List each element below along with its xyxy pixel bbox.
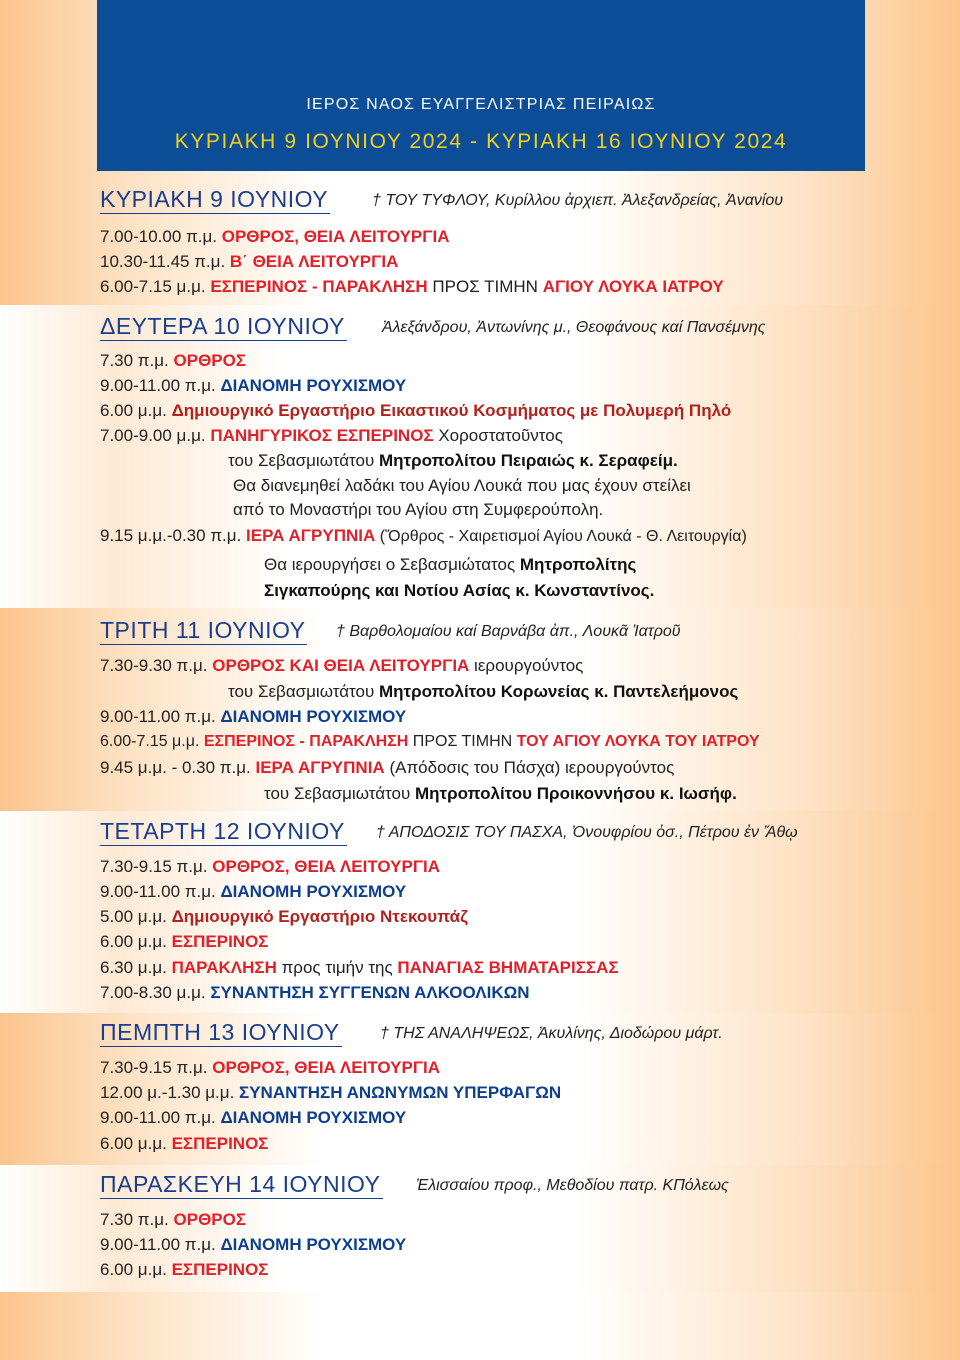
schedule-row: 6.00 μ.μ. Δημιουργικό Εργαστήριο Εικαστικού Κοσμήματος με Πολυμερή Πηλό <box>100 401 732 420</box>
day-saints: † Βαρθολομαίου καί Βαρνάβα ἀπ., Λουκᾶ Ἰατροῦ <box>336 623 681 640</box>
schedule-row: 7.00-10.00 π.μ. ΟΡΘΡΟΣ, ΘΕΙΑ ΛΕΙΤΟΥΡΓΙΑ <box>100 227 450 246</box>
day-saints: Ἐλισσαίου προφ., Μεθοδίου πατρ. ΚΠόλεως <box>416 1177 729 1194</box>
schedule-row: 6.30 μ.μ. ΠΑΡΑΚΛΗΣΗ προς τιμήν της ΠΑΝΑΓΙΑΣ ΒΗΜΑΤΑΡΙΣΣΑΣ <box>100 958 619 977</box>
schedule-row: 7.30-9.15 π.μ. ΟΡΘΡΟΣ, ΘΕΙΑ ΛΕΙΤΟΥΡΓΙΑ <box>100 857 441 876</box>
day-title: ΠΑΡΑΣΚΕΥΗ 14 ΙΟΥΝΙΟΥ <box>100 1171 381 1197</box>
schedule-row: 9.15 μ.μ.-0.30 π.μ. ΙΕΡΑ ΑΓΡΥΠΝΙΑ (Ὄρθρος - Χαιρετισμοί Αγίου Λουκά - Θ. Λειτουργία) <box>100 526 747 545</box>
schedule-row: του Σεβασμιωτάτου Μητροπολίτου Προικοννήσου κ. Ιωσήφ. <box>264 784 737 803</box>
schedule-row: 6.00-7.15 μ.μ. ΕΣΠΕΡΙΝΟΣ - ΠΑΡΑΚΛΗΣΗ ΠΡΟΣ ΤΙΜΗΝ ΑΓΙΟΥ ΛΟΥΚΑ ΙΑΤΡΟΥ <box>100 277 724 296</box>
schedule-row: Σιγκαπούρης και Νοτίου Ασίας κ. Κωνσταντίνος. <box>264 581 655 600</box>
schedule-row: 7.30-9.15 π.μ. ΟΡΘΡΟΣ, ΘΕΙΑ ΛΕΙΤΟΥΡΓΙΑ <box>100 1058 441 1077</box>
schedule-row: 9.00-11.00 π.μ. ΔΙΑΝΟΜΗ ΡΟΥΧΙΣΜΟΥ <box>100 1108 407 1127</box>
day-section <box>100 1171 900 1279</box>
day-title: ΚΥΡΙΑΚΗ 9 ΙΟΥΝΙΟΥ <box>100 186 329 212</box>
schedule-row: 9.00-11.00 π.μ. ΔΙΑΝΟΜΗ ΡΟΥΧΙΣΜΟΥ <box>100 1235 407 1254</box>
schedule-row: 7.30-9.30 π.μ. ΟΡΘΡΟΣ ΚΑΙ ΘΕΙΑ ΛΕΙΤΟΥΡΓΙΑ ιερουργούντος <box>100 656 584 675</box>
schedule-row: 6.00 μ.μ. ΕΣΠΕΡΙΝΟΣ <box>100 932 269 951</box>
schedule-period: ΚΥΡΙΑΚΗ 9 ΙΟΥΝΙΟΥ 2024 - ΚΥΡΙΑΚΗ 16 ΙΟΥΝΙΟΥ 2024 <box>174 130 788 153</box>
schedule-row: Θα διανεμηθεί λαδάκι του Αγίου Λουκά που μας έχουν στείλει <box>233 476 691 495</box>
day-saints: † ΤΗΣ ΑΝΑΛΗΨΕΩΣ, Ἀκυλίνης, Διοδώρου μάρτ. <box>380 1025 723 1042</box>
schedule-row: 6.00 μ.μ. ΕΣΠΕΡΙΝΟΣ <box>100 1260 269 1279</box>
schedule-row: 9.00-11.00 π.μ. ΔΙΑΝΟΜΗ ΡΟΥΧΙΣΜΟΥ <box>100 707 407 726</box>
schedule-row: 5.00 μ.μ. Δημιουργικό Εργαστήριο Ντεκουπάζ <box>100 907 468 926</box>
day-saints: † ΤΟΥ ΤΥΦΛΟΥ, Κυρίλλου ἀρχιεπ. Ἀλεξανδρείας, Ἀνανίου <box>372 192 784 209</box>
day-section <box>100 617 900 803</box>
schedule-row: του Σεβασμιωτάτου Μητροπολίτου Πειραιώς κ. Σεραφείμ. <box>228 451 678 470</box>
day-section <box>100 818 900 1002</box>
schedule-row: 7.30 π.μ. ΟΡΘΡΟΣ <box>100 1210 247 1229</box>
schedule-row: Θα ιερουργήσει ο Σεβασμιώτατος Μητροπολίτης <box>264 555 637 574</box>
day-section <box>100 186 900 296</box>
day-title: ΔΕΥΤΕΡΑ 10 ΙΟΥΝΙΟΥ <box>100 313 345 339</box>
schedule-row: 7.00-9.00 μ.μ. ΠΑΝΗΓΥΡΙΚΟΣ ΕΣΠΕΡΙΝΟΣ Χοροστατοῦντος <box>100 426 563 445</box>
schedule-row: από το Μοναστήρι του Αγίου στη Συμφερούπολη. <box>233 500 604 519</box>
day-title: ΠΕΜΠΤΗ 13 ΙΟΥΝΙΟΥ <box>100 1019 340 1045</box>
day-saints: † ΑΠΟΔΟΣΙΣ ΤΟΥ ΠΑΣΧΑ, Ὀνουφρίου ὁσ., Πέτρου ἐν Ἄθῳ <box>376 824 798 841</box>
band-7 <box>0 1292 960 1360</box>
day-title: ΤΡΙΤΗ 11 ΙΟΥΝΙΟΥ <box>100 617 306 643</box>
schedule-row: 7.00-8.30 μ.μ. ΣΥΝΑΝΤΗΣΗ ΣΥΓΓΕΝΩΝ ΑΛΚΟΟΛΙΚΩΝ <box>100 983 530 1002</box>
page-header <box>97 0 865 171</box>
day-section <box>100 1019 900 1153</box>
church-name: ΙΕΡΟΣ ΝΑΟΣ ΕΥΑΓΓΕΛΙΣΤΡΙΑΣ ΠΕΙΡΑΙΩΣ <box>306 96 656 113</box>
schedule-row: 9.00-11.00 π.μ. ΔΙΑΝΟΜΗ ΡΟΥΧΙΣΜΟΥ <box>100 376 407 395</box>
schedule-row: 7.30 π.μ. ΟΡΘΡΟΣ <box>100 351 247 370</box>
schedule-row: 9.45 μ.μ. - 0.30 π.μ. ΙΕΡΑ ΑΓΡΥΠΝΙΑ (Απόδοσις του Πάσχα) ιερουργούντος <box>100 758 675 777</box>
schedule-row: 10.30-11.45 π.μ. Β΄ ΘΕΙΑ ΛΕΙΤΟΥΡΓΙΑ <box>100 252 399 271</box>
schedule-row: 9.00-11.00 π.μ. ΔΙΑΝΟΜΗ ΡΟΥΧΙΣΜΟΥ <box>100 882 407 901</box>
day-saints: Ἀλεξάνδρου, Ἀντωνίνης μ., Θεοφάνους καί Πανσέμνης <box>382 319 766 336</box>
schedule-row: του Σεβασμιωτάτου Μητροπολίτου Κορωνείας κ. Παντελεήμονος <box>228 682 739 701</box>
schedule-row: 6.00-7.15 μ.μ. ΕΣΠΕΡΙΝΟΣ - ΠΑΡΑΚΛΗΣΗ ΠΡΟΣ ΤΙΜΗΝ ΤΟΥ ΑΓΙΟΥ ΛΟΥΚΑ ΤΟΥ ΙΑΤΡΟΥ <box>100 733 760 750</box>
schedule-row: 6.00 μ.μ. ΕΣΠΕΡΙΝΟΣ <box>100 1134 269 1153</box>
schedule-row: 12.00 μ.-1.30 μ.μ. ΣΥΝΑΝΤΗΣΗ ΑΝΩΝΥΜΩΝ ΥΠΕΡΦΑΓΩΝ <box>100 1083 562 1102</box>
day-section <box>100 313 900 600</box>
day-title: ΤΕΤΑΡΤΗ 12 ΙΟΥΝΙΟΥ <box>100 818 345 844</box>
